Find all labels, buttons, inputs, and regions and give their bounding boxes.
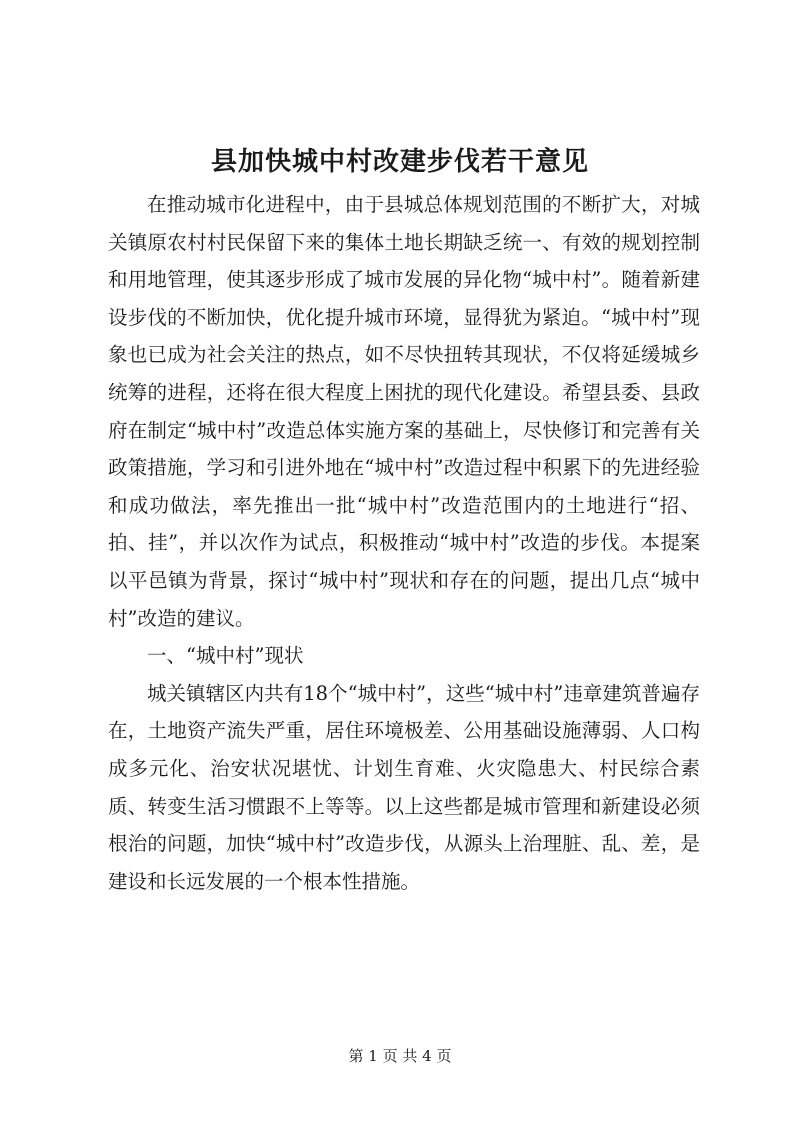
document-body: [108, 186, 700, 900]
status-paragraph: 城关镇辖区内共有18个“城中村”，这些“城中村”违章建筑普遍存在，土地资产流失严重，居住环境极差、公用基础设施薄弱、人口构成多元化、治安状况堪忧、计划生育难、火灾隐患大、村民综合素质、转变生活习惯跟不上等等。以上这些都是城市管理和新建设必须根治的问题，加快“城中村”改造步伐，从源头上治理脏、乱、差，是建设和长远发展的一个根本性措施。: [108, 681, 700, 893]
section-heading: 一、“城中村”现状: [147, 644, 304, 668]
intro-paragraph: 在推动城市化进程中，由于县城总体规划范围的不断扩大，对城关镇原农村村民保留下来的集体土地长期缺乏统一、有效的规划控制和用地管理，使其逐步形成了城市发展的异化物“城中村”。随着新建设步伐的不断加快，优化提升城市环境，显得犹为紧迫。“城中村”现象也已成为社会关注的热点，如不尽快扭转其现状，不仅将延缓城乡统筹的进程，还将在很大程度上困扰的现代化建设。希望县委、县政府在制定“城中村”改造总体实施方案的基础上，尽快修订和完善有关政策措施，学习和引进外地在“城中村”改造过程中积累下的先进经验和成功做法，率先推出一批“城中村”改造范围内的土地进行“招、拍、挂”，并以次作为试点，积极推动“城中村”改造的步伐。本提案以平邑镇为背景，探讨“城中村”现状和存在的问题，提出几点“城中村”改造的建议。: [108, 193, 700, 630]
document-title: 县加快城中村改建步伐若干意见: [210, 147, 589, 177]
page-footer: 第 1 页 共 4 页: [348, 1047, 452, 1065]
